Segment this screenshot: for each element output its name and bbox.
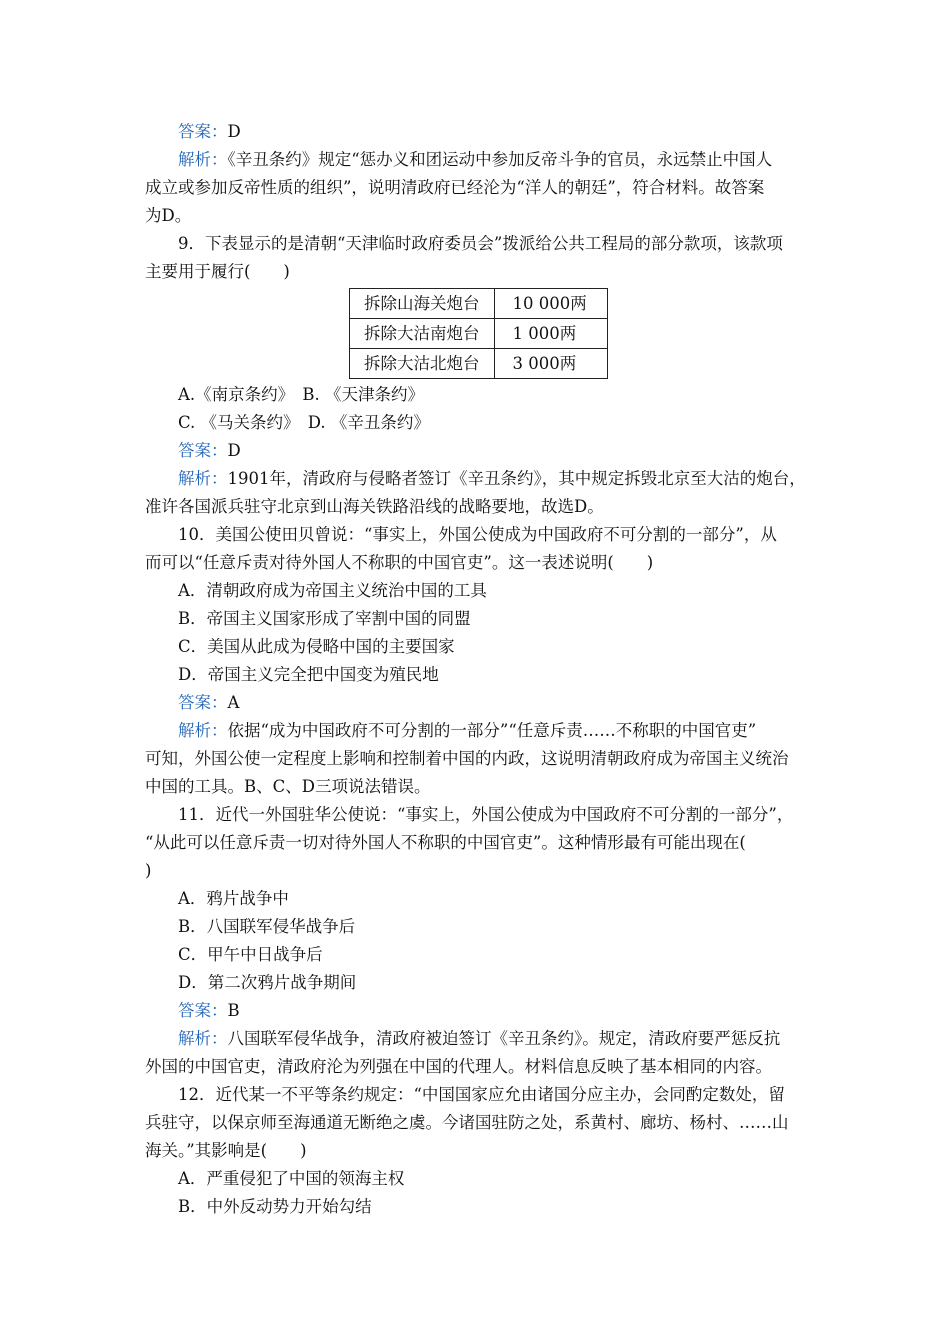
answer-label: 答案： — [178, 122, 228, 141]
analysis-text: 准许各国派兵驻守北京到山海关铁路沿线的战略要地，故选D。 — [145, 497, 604, 516]
option-line: A.《南京条约》 B. 《天津条约》 — [178, 385, 425, 404]
table-cell-item: 拆除大沽北炮台 — [350, 349, 495, 379]
analysis-label: 解析： — [178, 1029, 228, 1048]
option-line: D．帝国主义完全把中国变为殖民地 — [178, 665, 439, 684]
answer-value: A — [227, 693, 240, 712]
table-row — [350, 319, 608, 349]
analysis-text: 可知，外国公使一定程度上影响和控制着中国的内政，这说明清朝政府成为帝国主义统治 — [145, 749, 789, 768]
analysis-line — [145, 1025, 813, 1053]
option-line: B．中外反动势力开始勾结 — [178, 1197, 372, 1216]
analysis-label: 解析： — [178, 721, 228, 740]
analysis-text: 中国的工具。B、C、D三项说法错误。 — [145, 777, 431, 796]
question-stem: 而可以“任意斥责对待外国人不称职的中国官吏”。这一表述说明( ) — [145, 553, 654, 572]
option-line: C．甲午中日战争后 — [178, 945, 323, 964]
question-stem: ) — [145, 861, 152, 880]
table-row — [350, 289, 608, 319]
option-line: D．第二次鸦片战争期间 — [178, 973, 357, 992]
analysis-label: 解析： — [178, 150, 228, 169]
table-cell-amount: 3 000两 — [494, 349, 607, 379]
analysis-text: 依据“成为中国政府不可分割的一部分”“任意斥责……不称职的中国官吏” — [227, 721, 757, 740]
answer-label: 答案： — [178, 1001, 228, 1020]
answer-value: D — [227, 122, 241, 141]
option-line: A．鸦片战争中 — [178, 889, 289, 908]
option-line: C．美国从此成为侵略中国的主要国家 — [178, 637, 455, 656]
option-line: B．八国联军侵华战争后 — [178, 917, 356, 936]
question-stem: 兵驻守，以保京师至海通道无断绝之虞。今诸国驻防之处，系黄村、廊坊、杨村、……山 — [145, 1113, 789, 1132]
analysis-text: 外国的中国官吏，清政府沦为列强在中国的代理人。材料信息反映了基本相同的内容。 — [145, 1057, 772, 1076]
analysis-label: 解析： — [178, 469, 228, 488]
question-stem: 11．近代一外国驻华公使说：“事实上，外国公使成为中国政府不可分割的一部分”， — [178, 805, 794, 824]
answer-line — [145, 437, 813, 465]
table-cell-item: 拆除大沽南炮台 — [350, 319, 495, 349]
table-cell-item: 拆除山海关炮台 — [350, 289, 495, 319]
analysis-text: 1901年，清政府与侵略者签订《辛丑条约》，其中规定拆毁北京至大沽的炮台， — [227, 469, 806, 488]
question-stem: 9．下表显示的是清朝“天津临时政府委员会”拨派给公共工程局的部分款项，该款项 — [178, 234, 783, 253]
answer-line — [145, 997, 813, 1025]
option-line: B．帝国主义国家形成了宰割中国的同盟 — [178, 609, 471, 628]
answer-value: B — [227, 1001, 240, 1020]
option-line: A．严重侵犯了中国的领海主权 — [178, 1169, 405, 1188]
analysis-line — [145, 146, 813, 174]
question-stem: 海关。”其影响是( ) — [145, 1141, 307, 1160]
question-stem: 10．美国公使田贝曾说：“事实上，外国公使成为中国政府不可分割的一部分”，从 — [178, 525, 777, 544]
answer-label: 答案： — [178, 693, 228, 712]
table-row — [350, 349, 608, 379]
answer-line — [145, 118, 813, 146]
table-cell-amount: 10 000两 — [494, 289, 607, 319]
table-cell-amount: 1 000两 — [494, 319, 607, 349]
analysis-text: 为D。 — [145, 206, 192, 225]
analysis-text: 成立或参加反帝性质的组织”，说明清政府已经沦为“洋人的朝廷”，符合材料。故答案 — [145, 178, 765, 197]
analysis-line — [145, 465, 813, 493]
question-stem: “从此可以任意斥责一切对待外国人不称职的中国官吏”。这种情形最有可能出现在( — [145, 833, 746, 852]
analysis-text: 《辛丑条约》规定“惩办义和团运动中参加反帝斗争的官员，永远禁止中国人 — [227, 150, 773, 169]
page-content — [145, 118, 813, 1221]
answer-value: D — [227, 441, 241, 460]
answer-line — [145, 689, 813, 717]
payment-table — [349, 288, 608, 379]
question-stem: 主要用于履行( ) — [145, 262, 290, 281]
analysis-text: 八国联军侵华战争，清政府被迫签订《辛丑条约》。规定，清政府要严惩反抗 — [227, 1029, 781, 1048]
option-line: A．清朝政府成为帝国主义统治中国的工具 — [178, 581, 487, 600]
option-line: C. 《马关条约》 D. 《辛丑条约》 — [178, 413, 430, 432]
question-stem: 12．近代某一不平等条约规定：“中国国家应允由诸国分应主办，会同酌定数处，留 — [178, 1085, 785, 1104]
answer-label: 答案： — [178, 441, 228, 460]
analysis-line — [145, 717, 813, 745]
